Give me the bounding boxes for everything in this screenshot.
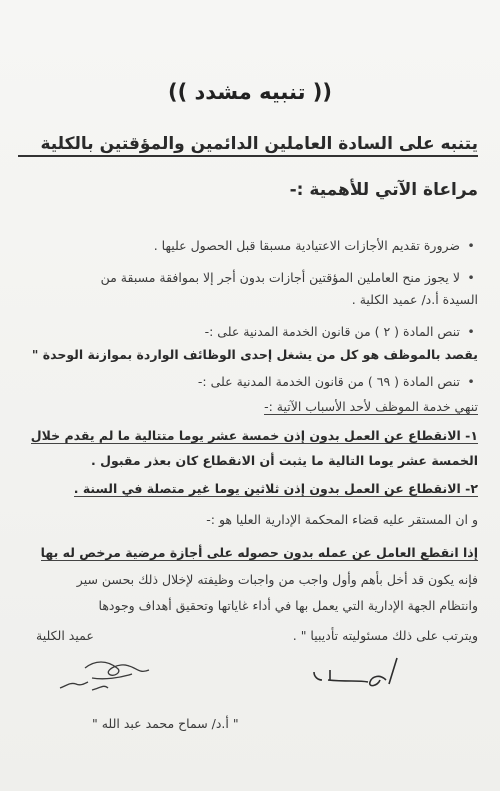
heading-line-1: يتنبه على السادة العاملين الدائمين والمؤقتين بالكلية	[18, 134, 478, 157]
clause-1-cont: الخمسة عشر يوما التالية ما يثبت أن الانقطاع كان بعذر مقبول .	[91, 453, 478, 468]
signature-right	[262, 650, 402, 690]
list-item-3: •تنص المادة ( ٢ ) من قانون الخدمة المدنية على :-	[14, 324, 478, 339]
bullet-icon: •	[467, 238, 475, 253]
court-statement: و ان المستقر عليه قضاء المحكمة الإدارية العليا هو :-	[206, 512, 478, 527]
dean-label: عميد الكلية	[36, 628, 94, 643]
list-item-2-cont: السيدة أ.د/ عميد الكلية .	[351, 292, 478, 307]
court-line-2: فإنه يكون قد أخل بأهم وأول واجب من واجبات وظيفته لإخلال ذلك بحسن سير	[76, 572, 478, 587]
bullet-icon: •	[467, 374, 475, 389]
list-item-4-sub: تنهي خدمة الموظف لأحد الأسباب الآتية :-	[264, 399, 478, 414]
dean-name: " أ.د/ سماح محمد عبد الله "	[92, 716, 239, 731]
document-title: (( تنبيه مشدد ))	[168, 80, 332, 104]
clause-2: ٢- الانقطاع عن العمل بدون إذن ثلاثين يوما غير متصلة في السنة .	[73, 481, 478, 496]
court-line-4: ويترتب على ذلك مسئوليته تأديبيا " .	[292, 628, 478, 643]
bullet-icon: •	[467, 270, 475, 285]
signature-left	[40, 650, 180, 698]
bullet-icon: •	[467, 324, 475, 339]
list-item-3-quote: يقصد بالموظف هو كل من يشغل إحدى الوظائف الواردة بموازنة الوحدة "	[31, 347, 478, 362]
list-item-4: •تنص المادة ( ٦٩ ) من قانون الخدمة المدنية على :-	[14, 374, 478, 389]
court-line-1: إذا انقطع العامل عن عمله بدون حصوله على أجازة مرضية مرخص له بها	[40, 545, 478, 560]
list-item-1: •ضرورة تقديم الأجازات الاعتيادية مسبقا قبل الحصول عليها .	[14, 238, 478, 253]
clause-1: ١- الانقطاع عن العمل بدون إذن خمسة عشر يوما متتالية ما لم يقدم خلال	[30, 428, 478, 443]
list-item-2: •لا يجوز منح العاملين المؤقتين أجازات بدون أجر إلا بموافقة مسبقة من	[14, 270, 478, 285]
heading-line-2: مراعاة الآتي للأهمية :-	[289, 180, 478, 200]
court-line-3: وانتظام الجهة الإدارية التي يعمل بها في أداء غاياتها وتحقيق أهداف وجودها	[98, 598, 478, 613]
